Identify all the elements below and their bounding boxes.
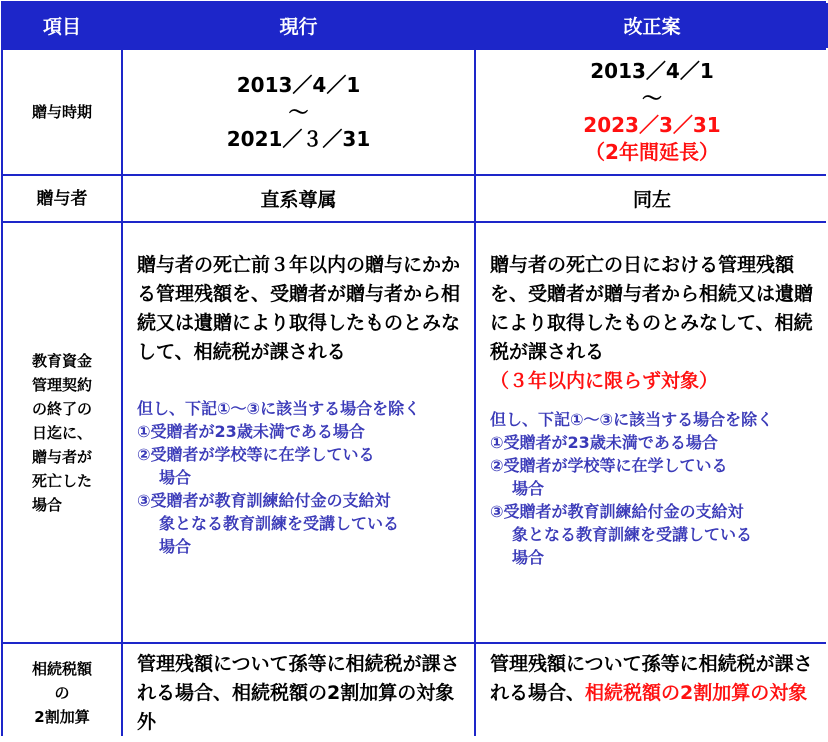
proposed-donor-death (476, 223, 828, 642)
label-inheritance-tax-surcharge: 相続税額 の 2割加算 (3, 644, 121, 742)
proposed-period-tilde: ～ (642, 86, 662, 110)
proposed-exception-intro: 但し、下記①～③に該当する場合を除く (490, 410, 774, 429)
proposed-exception-3: ③受贈者が教育訓練給付金の支給対 (490, 502, 744, 521)
current-period-end: 2021／３／31 (226, 126, 371, 151)
header-item: 項目 (3, 3, 121, 48)
current-exception-1: ①受贈者が23歳未満である場合 (137, 422, 365, 441)
current-period-tilde: ～ (288, 99, 309, 124)
current-gift-period (123, 50, 474, 174)
current-exception-2: ②受贈者が学校等に在学している (137, 445, 375, 464)
proposed-donor: 同左 (476, 176, 828, 221)
current-exception-3: ③受贈者が教育訓練給付金の支給対 (137, 491, 391, 510)
proposed-period-end: 2023／3／31 (583, 113, 721, 137)
proposed-exception-3-cont: 象となる教育訓練を受講している (512, 525, 753, 544)
comparison-table (1, 1, 826, 736)
proposed-exception-1: ①受贈者が23歳未満である場合 (490, 433, 718, 452)
proposed-period-start: 2013／4／1 (590, 59, 714, 83)
current-exception-intro: 但し、下記①～③に該当する場合を除く (137, 399, 421, 418)
proposed-death-rule: 贈与者の死亡の日における管理残額を、受贈者が贈与者から相続又は遺贈により取得したものとみなして、相続税が課される (490, 254, 814, 363)
proposed-tax-plain: 管理残額について孫等に相続税が課される場合、 (490, 653, 813, 704)
current-exception-3-cont: 象となる教育訓練を受講している (159, 514, 400, 533)
proposed-tax-surcharge (476, 644, 828, 742)
proposed-exception-3-end: 場合 (512, 548, 545, 567)
proposed-tax-highlight: 相続税額の2割加算の対象 (585, 682, 808, 704)
current-donor: 直系尊属 (123, 176, 474, 221)
current-exception-3-end: 場合 (159, 537, 192, 556)
label-gift-period: 贈与時期 (3, 50, 121, 174)
current-tax-surcharge: 管理残額について孫等に相続税が課される場合、相続税額の2割加算の対象外 (123, 644, 474, 742)
current-death-rule: 贈与者の死亡前３年以内の贈与にかかる管理残額を、受贈者が贈与者から相続又は遺贈により取得したものとみなして、相続税が課される (137, 254, 461, 363)
proposed-exception-2-cont: 場合 (512, 479, 545, 498)
label-donor-death: 教育資金 管理契約 の終了の 日迄に、 贈与者が 死亡した 場合 (3, 223, 121, 642)
current-exception-2-cont: 場合 (159, 468, 192, 487)
header-current: 現行 (123, 3, 474, 48)
proposed-exception-2: ②受贈者が学校等に在学している (490, 456, 728, 475)
proposed-gift-period (476, 50, 828, 174)
header-proposed: 改正案 (476, 3, 828, 48)
label-donor: 贈与者 (3, 176, 121, 221)
current-donor-death (123, 223, 474, 642)
proposed-death-highlight: （３年以内に限らず対象） (490, 370, 719, 392)
proposed-period-extension: （2年間延長） (585, 140, 719, 164)
current-period-start: 2013／4／1 (236, 72, 361, 97)
